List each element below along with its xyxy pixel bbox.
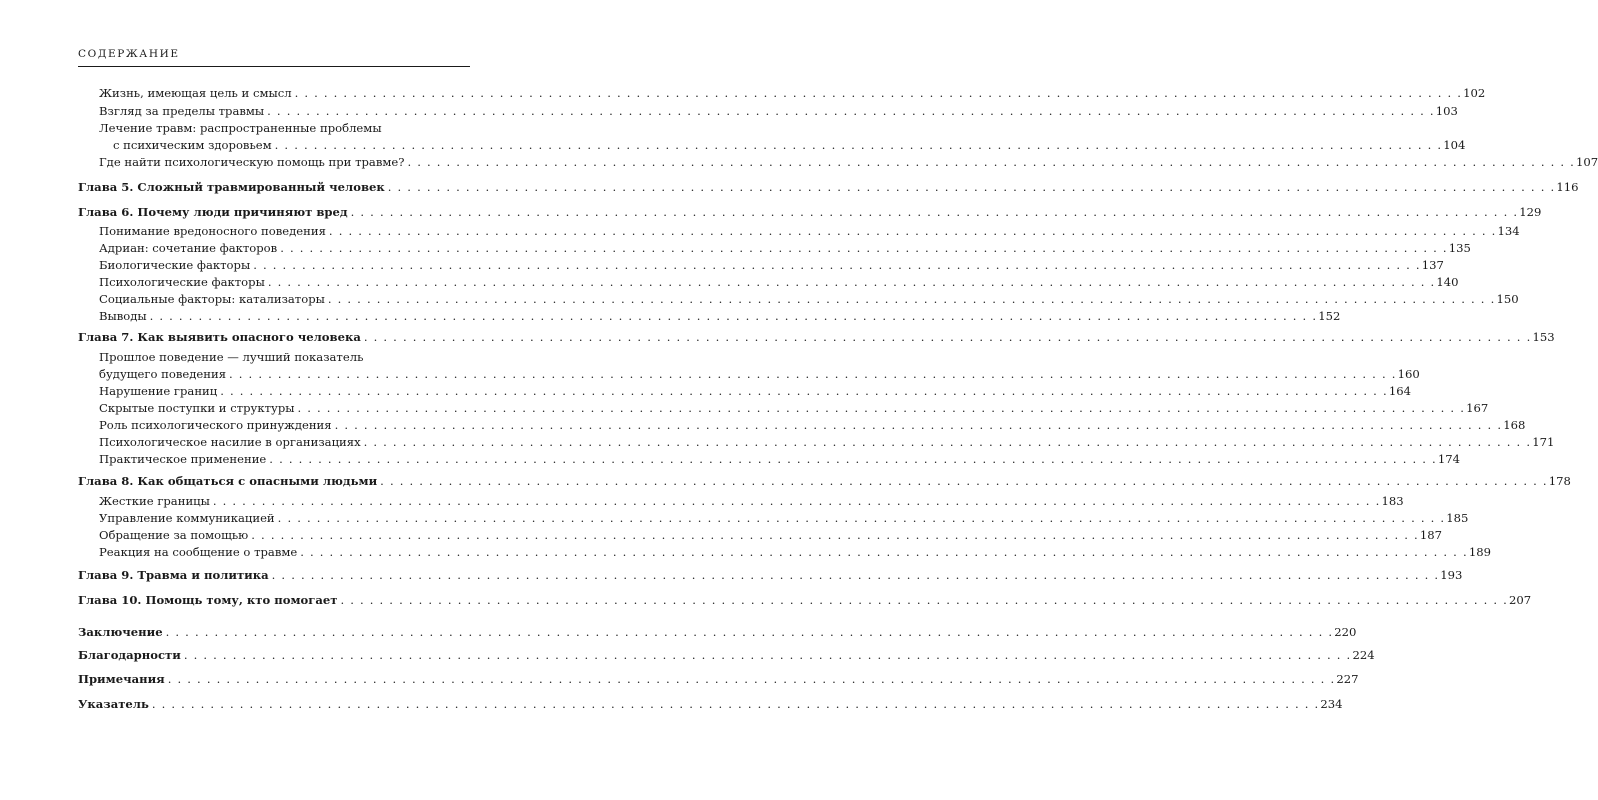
toc-backmatter-title: Благодарности [78, 648, 181, 662]
toc-backmatter[interactable] [78, 648, 1375, 663]
toc-backmatter-page: 234 [1320, 697, 1343, 711]
toc-entry-title: Адриан: сочетание факторов [99, 241, 278, 255]
toc-entry-title-line1: Прошлое поведение — лучший показатель [99, 350, 364, 364]
toc-entry-page: 185 [1446, 511, 1469, 525]
toc-entry-page: 140 [1436, 275, 1459, 289]
toc-chapter-title: Глава 9. Травма и политика [78, 568, 269, 582]
leader-dots: . . . . . . . . . . . . . . . . . . . . . . . . . . . . . . . . . . . . . . . . . . . . . . . . . . . . . . . . . . . . . . . . . . . . . . . . . . . . . . . . . . . . . . . . . . . . . . . . . . . . . . . . . . . . . . . . . . . . . . . . [380, 474, 1548, 488]
toc-entry-title: Выводы [99, 309, 147, 323]
leader-dots: . . . . . . . . . . . . . . . . . . . . . . . . . . . . . . . . . . . . . . . . . . . . . . . . . . . . . . . . . . . . . . . . . . . . . . . . . . . . . . . . . . . . . . . . . . . . . . . . . . . . . . . . . . . . . . . . . . . . . . . . [149, 309, 1318, 323]
toc-entry-page: 107 [1576, 155, 1598, 169]
toc-entry-title: Взгляд за пределы травмы [99, 104, 265, 118]
toc-entry-page: 168 [1503, 418, 1526, 432]
toc-entry-title: Психологическое насилие в организациях [99, 435, 361, 449]
toc-entry[interactable] [113, 138, 1466, 153]
toc-entry[interactable] [99, 275, 1459, 290]
toc-backmatter-page: 224 [1352, 648, 1375, 662]
toc-entry[interactable] [99, 309, 1341, 324]
toc-entry-title: будущего поведения [99, 367, 227, 381]
toc-entry-title-line1: Лечение травм: распространенные проблемы [99, 121, 382, 135]
toc-entry[interactable] [99, 435, 1555, 450]
leader-dots: . . . . . . . . . . . . . . . . . . . . . . . . . . . . . . . . . . . . . . . . . . . . . . . . . . . . . . . . . . . . . . . . . . . . . . . . . . . . . . . . . . . . . . . . . . . . . . . . . . . . . . . . . . . . . . . . . . . . . . . . [327, 292, 1496, 306]
toc-entry-title: Социальные факторы: катализаторы [99, 292, 325, 306]
toc-entry-page: 164 [1388, 384, 1411, 398]
toc-entry-page: 102 [1463, 86, 1486, 100]
toc-entry-title: Практическое применение [99, 452, 267, 466]
leader-dots: . . . . . . . . . . . . . . . . . . . . . . . . . . . . . . . . . . . . . . . . . . . . . . . . . . . . . . . . . . . . . . . . . . . . . . . . . . . . . . . . . . . . . . . . . . . . . . . . . . . . . . . . . . . . . . . . . . . . . . . . [212, 494, 1381, 508]
toc-entry-title: Биологические факторы [99, 258, 251, 272]
toc-entry-page: 171 [1532, 435, 1555, 449]
toc-backmatter[interactable] [78, 672, 1359, 687]
toc-chapter-page: 178 [1548, 474, 1571, 488]
leader-dots: . . . . . . . . . . . . . . . . . . . . . . . . . . . . . . . . . . . . . . . . . . . . . . . . . . . . . . . . . . . . . . . . . . . . . . . . . . . . . . . . . . . . . . . . . . . . . . . . . . . . . . . . . . . . . . . . . . . . . . . . [297, 401, 1466, 415]
toc-entry[interactable] [99, 241, 1471, 256]
leader-dots: . . . . . . . . . . . . . . . . . . . . . . . . . . . . . . . . . . . . . . . . . . . . . . . . . . . . . . . . . . . . . . . . . . . . . . . . . . . . . . . . . . . . . . . . . . . . . . . . . . . . . . . . . . . . . . . . . . . . . . . . [251, 528, 1419, 542]
toc-entry-page: 183 [1381, 494, 1404, 508]
toc-chapter-page: 116 [1556, 180, 1579, 194]
toc-entry[interactable] [99, 545, 1491, 560]
toc-entry-page: 150 [1496, 292, 1519, 306]
toc-chapter-title: Глава 6. Почему люди причиняют вред [78, 205, 348, 219]
toc-entry-title: Психологические факторы [99, 275, 265, 289]
toc-entry-title: Управление коммуникацией [99, 511, 275, 525]
toc-backmatter[interactable] [78, 625, 1357, 640]
toc-entry[interactable] [99, 86, 1486, 101]
leader-dots: . . . . . . . . . . . . . . . . . . . . . . . . . . . . . . . . . . . . . . . . . . . . . . . . . . . . . . . . . . . . . . . . . . . . . . . . . . . . . . . . . . . . . . . . . . . . . . . . . . . . . . . . . . . . . . . . . . . . . . . . [220, 384, 1388, 398]
toc-entry[interactable] [99, 104, 1458, 119]
leader-dots: . . . . . . . . . . . . . . . . . . . . . . . . . . . . . . . . . . . . . . . . . . . . . . . . . . . . . . . . . . . . . . . . . . . . . . . . . . . . . . . . . . . . . . . . . . . . . . . . . . . . . . . . . . . . . . . . . . . . . . . . [229, 367, 1397, 381]
toc-entry[interactable] [99, 384, 1411, 399]
toc-entry-title: Скрытые поступки и структуры [99, 401, 295, 415]
toc-chapter-title: Глава 10. Помощь тому, кто помогает [78, 593, 338, 607]
toc-entry-page: 174 [1437, 452, 1461, 466]
toc-entry-page: 103 [1435, 104, 1458, 118]
toc-entry[interactable] [99, 367, 1420, 382]
toc-entry[interactable] [99, 418, 1526, 433]
toc-chapter[interactable] [78, 180, 1579, 195]
toc-chapter[interactable] [78, 474, 1571, 489]
toc-chapter-page: 129 [1519, 205, 1542, 219]
toc-entry-page: 160 [1397, 367, 1420, 381]
leader-dots: . . . . . . . . . . . . . . . . . . . . . . . . . . . . . . . . . . . . . . . . . . . . . . . . . . . . . . . . . . . . . . . . . . . . . . . . . . . . . . . . . . . . . . . . . . . . . . . . . . . . . . . . . . . . . . . . . . . . . . . . [271, 568, 1440, 582]
toc-entry[interactable] [99, 258, 1444, 273]
leader-dots: . . . . . . . . . . . . . . . . . . . . . . . . . . . . . . . . . . . . . . . . . . . . . . . . . . . . . . . . . . . . . . . . . . . . . . . . . . . . . . . . . . . . . . . . . . . . . . . . . . . . . . . . . . . . . . . . . . . . . . . . [363, 435, 1532, 449]
leader-dots: . . . . . . . . . . . . . . . . . . . . . . . . . . . . . . . . . . . . . . . . . . . . . . . . . . . . . . . . . . . . . . . . . . . . . . . . . . . . . . . . . . . . . . . . . . . . . . . . . . . . . . . . . . . . . . . . . . . . . . . . [269, 452, 1437, 466]
leader-dots: . . . . . . . . . . . . . . . . . . . . . . . . . . . . . . . . . . . . . . . . . . . . . . . . . . . . . . . . . . . . . . . . . . . . . . . . . . . . . . . . . . . . . . . . . . . . . . . . . . . . . . . . . . . . . . . . . . . . . . . . [167, 672, 1336, 686]
page-header: СОДЕРЖАНИЕ [78, 48, 180, 60]
toc-entry[interactable] [99, 224, 1520, 239]
toc-entry-page: 152 [1318, 309, 1341, 323]
toc-entry-page: 104 [1443, 138, 1466, 152]
toc-entry-title: Жесткие границы [99, 494, 210, 508]
toc-entry-title: Роль психологического принуждения [99, 418, 332, 432]
toc-backmatter-title: Заключение [78, 625, 163, 639]
leader-dots: . . . . . . . . . . . . . . . . . . . . . . . . . . . . . . . . . . . . . . . . . . . . . . . . . . . . . . . . . . . . . . . . . . . . . . . . . . . . . . . . . . . . . . . . . . . . . . . . . . . . . . . . . . . . . . . . . . . . . . . . [340, 593, 1509, 607]
toc-chapter[interactable] [78, 330, 1555, 345]
toc-chapter-page: 207 [1509, 593, 1532, 607]
toc-backmatter-title: Примечания [78, 672, 165, 686]
toc-chapter[interactable] [78, 205, 1542, 220]
toc-entry-title: Где найти психологическую помощь при травме? [99, 155, 405, 169]
toc-entry-page: 167 [1466, 401, 1489, 415]
leader-dots: . . . . . . . . . . . . . . . . . . . . . . . . . . . . . . . . . . . . . . . . . . . . . . . . . . . . . . . . . . . . . . . . . . . . . . . . . . . . . . . . . . . . . . . . . . . . . . . . . . . . . . . . . . . . . . . . . . . . . . . . [387, 180, 1556, 194]
toc-entry-title: Жизнь, имеющая цель и смысл [99, 86, 292, 100]
toc-chapter-title: Глава 5. Сложный травмированный человек [78, 180, 385, 194]
toc-backmatter-page: 220 [1334, 625, 1357, 639]
leader-dots: . . . . . . . . . . . . . . . . . . . . . . . . . . . . . . . . . . . . . . . . . . . . . . . . . . . . . . . . . . . . . . . . . . . . . . . . . . . . . . . . . . . . . . . . . . . . . . . . . . . . . . . . . . . . . . . . . . . . . . . . [274, 138, 1443, 152]
toc-entry[interactable] [99, 292, 1519, 307]
toc-entry[interactable] [99, 155, 1598, 170]
leader-dots: . . . . . . . . . . . . . . . . . . . . . . . . . . . . . . . . . . . . . . . . . . . . . . . . . . . . . . . . . . . . . . . . . . . . . . . . . . . . . . . . . . . . . . . . . . . . . . . . . . . . . . . . . . . . . . . . . . . . . . . . [267, 275, 1436, 289]
toc-entry[interactable] [99, 528, 1443, 543]
toc-entry[interactable] [99, 494, 1404, 509]
toc-entry[interactable] [99, 511, 1469, 526]
toc-chapter[interactable] [78, 568, 1463, 583]
leader-dots: . . . . . . . . . . . . . . . . . . . . . . . . . . . . . . . . . . . . . . . . . . . . . . . . . . . . . . . . . . . . . . . . . . . . . . . . . . . . . . . . . . . . . . . . . . . . . . . . . . . . . . . . . . . . . . . . . . . . . . . . [165, 625, 1334, 639]
leader-dots: . . . . . . . . . . . . . . . . . . . . . . . . . . . . . . . . . . . . . . . . . . . . . . . . . . . . . . . . . . . . . . . . . . . . . . . . . . . . . . . . . . . . . . . . . . . . . . . . . . . . . . . . . . . . . . . . . . . . . . . . [183, 648, 1352, 662]
toc-entry-title: Понимание вредоносного поведения [99, 224, 326, 238]
leader-dots: . . . . . . . . . . . . . . . . . . . . . . . . . . . . . . . . . . . . . . . . . . . . . . . . . . . . . . . . . . . . . . . . . . . . . . . . . . . . . . . . . . . . . . . . . . . . . . . . . . . . . . . . . . . . . . . . . . . . . . . . [350, 205, 1519, 219]
toc-chapter-title: Глава 7. Как выявить опасного человека [78, 330, 361, 344]
leader-dots: . . . . . . . . . . . . . . . . . . . . . . . . . . . . . . . . . . . . . . . . . . . . . . . . . . . . . . . . . . . . . . . . . . . . . . . . . . . . . . . . . . . . . . . . . . . . . . . . . . . . . . . . . . . . . . . . . . . . . . . . [280, 241, 1448, 255]
toc-chapter[interactable] [78, 593, 1532, 608]
leader-dots: . . . . . . . . . . . . . . . . . . . . . . . . . . . . . . . . . . . . . . . . . . . . . . . . . . . . . . . . . . . . . . . . . . . . . . . . . . . . . . . . . . . . . . . . . . . . . . . . . . . . . . . . . . . . . . . . . . . . . . . . [151, 697, 1320, 711]
leader-dots: . . . . . . . . . . . . . . . . . . . . . . . . . . . . . . . . . . . . . . . . . . . . . . . . . . . . . . . . . . . . . . . . . . . . . . . . . . . . . . . . . . . . . . . . . . . . . . . . . . . . . . . . . . . . . . . . . . . . . . . . [294, 86, 1463, 100]
toc-entry-page: 187 [1419, 528, 1443, 542]
toc-entry-page: 135 [1448, 241, 1471, 255]
leader-dots: . . . . . . . . . . . . . . . . . . . . . . . . . . . . . . . . . . . . . . . . . . . . . . . . . . . . . . . . . . . . . . . . . . . . . . . . . . . . . . . . . . . . . . . . . . . . . . . . . . . . . . . . . . . . . . . . . . . . . . . . [300, 545, 1468, 559]
toc-entry[interactable] [99, 452, 1461, 467]
header-rule [78, 66, 470, 67]
toc-entry[interactable] [99, 401, 1489, 416]
toc-chapter-page: 153 [1532, 330, 1555, 344]
toc-backmatter[interactable] [78, 697, 1343, 712]
leader-dots: . . . . . . . . . . . . . . . . . . . . . . . . . . . . . . . . . . . . . . . . . . . . . . . . . . . . . . . . . . . . . . . . . . . . . . . . . . . . . . . . . . . . . . . . . . . . . . . . . . . . . . . . . . . . . . . . . . . . . . . . [328, 224, 1497, 238]
leader-dots: . . . . . . . . . . . . . . . . . . . . . . . . . . . . . . . . . . . . . . . . . . . . . . . . . . . . . . . . . . . . . . . . . . . . . . . . . . . . . . . . . . . . . . . . . . . . . . . . . . . . . . . . . . . . . . . . . . . . . . . . [277, 511, 1446, 525]
leader-dots: . . . . . . . . . . . . . . . . . . . . . . . . . . . . . . . . . . . . . . . . . . . . . . . . . . . . . . . . . . . . . . . . . . . . . . . . . . . . . . . . . . . . . . . . . . . . . . . . . . . . . . . . . . . . . . . . . . . . . . . . [363, 330, 1532, 344]
toc-backmatter-title: Указатель [78, 697, 149, 711]
toc-chapter-title: Глава 8. Как общаться с опасными людьми [78, 474, 378, 488]
toc-entry-page: 134 [1497, 224, 1520, 238]
leader-dots: . . . . . . . . . . . . . . . . . . . . . . . . . . . . . . . . . . . . . . . . . . . . . . . . . . . . . . . . . . . . . . . . . . . . . . . . . . . . . . . . . . . . . . . . . . . . . . . . . . . . . . . . . . . . . . . . . . . . . . . . [253, 258, 1421, 272]
leader-dots: . . . . . . . . . . . . . . . . . . . . . . . . . . . . . . . . . . . . . . . . . . . . . . . . . . . . . . . . . . . . . . . . . . . . . . . . . . . . . . . . . . . . . . . . . . . . . . . . . . . . . . . . . . . . . . . . . . . . . . . . [407, 155, 1576, 169]
toc-entry-title: Обращение за помощью [99, 528, 249, 542]
toc-entry-page: 137 [1421, 258, 1444, 272]
toc-entry-title: Реакция на сообщение о травме [99, 545, 298, 559]
toc-entry-title: с психическим здоровьем [113, 138, 272, 152]
leader-dots: . . . . . . . . . . . . . . . . . . . . . . . . . . . . . . . . . . . . . . . . . . . . . . . . . . . . . . . . . . . . . . . . . . . . . . . . . . . . . . . . . . . . . . . . . . . . . . . . . . . . . . . . . . . . . . . . . . . . . . . . [267, 104, 1435, 118]
toc-chapter-page: 193 [1440, 568, 1463, 582]
toc-entry-title: Нарушение границ [99, 384, 218, 398]
toc-backmatter-page: 227 [1336, 672, 1359, 686]
toc-entry-page: 189 [1468, 545, 1491, 559]
leader-dots: . . . . . . . . . . . . . . . . . . . . . . . . . . . . . . . . . . . . . . . . . . . . . . . . . . . . . . . . . . . . . . . . . . . . . . . . . . . . . . . . . . . . . . . . . . . . . . . . . . . . . . . . . . . . . . . . . . . . . . . . [334, 418, 1503, 432]
